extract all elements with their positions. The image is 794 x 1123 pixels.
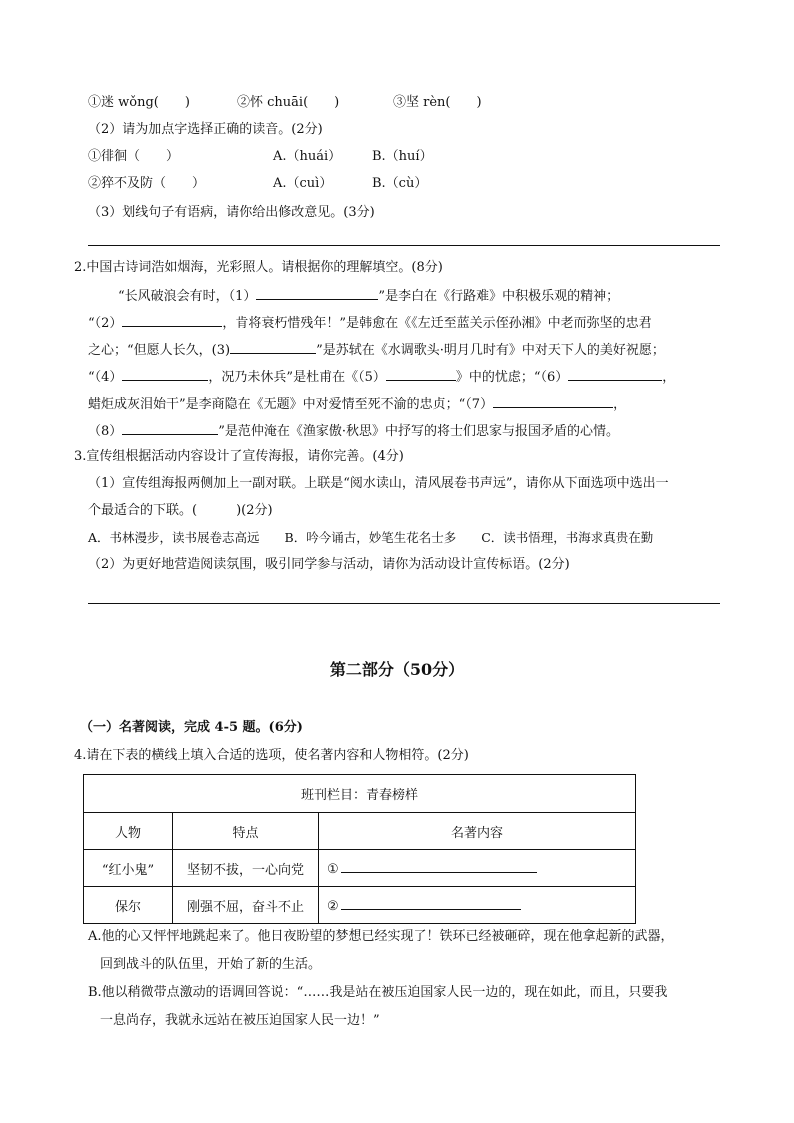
row-1-marker: ① [327,861,339,877]
q1-sub2-prompt: （2）请为加点字选择正确的读音。(2分) [88,122,323,137]
row-2-answer-line[interactable] [341,897,521,910]
table-row [84,850,636,887]
q1-sub2-opt-b-2: B.（cù） [372,176,428,191]
option-a-line1: A.他的心又怦怦地跳起来了。他日夜盼望的梦想已经实现了！铁环已经被砸碎，现在他拿起新的武器， [88,929,674,944]
q2-line-4 [88,366,675,388]
row-1-person: “红小鬼” [84,850,173,887]
pinyin-item-2: ②怀 chuāi( ) [237,95,340,110]
table-row [84,887,636,924]
blank-4[interactable] [122,366,208,381]
book-table [83,774,636,924]
q1-sub2-opt-b-1: B.（huí） [372,149,433,164]
q2-line-4-mid: ，况乃未休兵”是杜甫在《（5） [208,370,386,385]
q2-line-2-pre: “（2） [88,316,123,331]
q3-heading: 3.宣传组根据活动内容设计了宣传海报，请你完善。(4分) [74,449,404,464]
q2-line-2 [88,312,652,334]
answer-line-2[interactable] [88,603,720,604]
q1-sub2-opt-a-2: A.（cuì） [273,176,333,191]
q2-line-5-pre: 蜡炬成灰泪始干”是李商隐在《无题》中对爱情至死不渝的忠贞；“（7） [88,397,494,412]
row-2-person: 保尔 [84,887,173,924]
q1-sub3-prompt: （3）划线句子有语病，请你给出修改意见。(3分) [88,205,375,220]
q2-line-2-post: ，肯将衰朽惜残年！”是韩愈在《《左迁至蓝关示侄孙湘》中老而弥坚的忠君 [222,316,652,331]
q1-sub2-opt-a-1: A.（huái） [273,149,342,164]
q2-line-6-post: ”是范仲淹在《渔家傲·秋思》中抒写的将士们思家与报国矛盾的心情。 [218,424,620,439]
blank-2[interactable] [122,312,222,327]
option-a-line2: 回到战斗的队伍里，开始了新的生活。 [100,957,322,972]
q3-sub2: （2）为更好地营造阅读氛围，吸引同学参与活动，请你为活动设计宣传标语。(2分) [88,557,570,572]
row-1-answer-line[interactable] [341,860,537,873]
q3-sub1-line1: （1）宣传组海报两侧加上一副对联。上联是“阅水读山，清风展卷书声远”，请你从下面选项中选出一 [88,476,669,491]
row-2-trait: 刚强不屈，奋斗不止 [173,887,319,924]
blank-6[interactable] [568,366,662,381]
table-header-trait: 特点 [173,813,319,850]
q2-line-1 [118,285,619,307]
q2-line-3 [88,339,665,361]
option-b-line2: 一息尚存，我就永远站在被压迫国家人民一边！” [100,1013,380,1028]
q2-line-3-pre: 之心；“但愿人长久，(3) [88,343,231,358]
q4-heading: 4.请在下表的横线上填入合适的选项，使名著内容和人物相符。(2分) [74,748,469,763]
q3-sub1-line2: 个最适合的下联。( )(2分) [88,503,273,518]
pinyin-item-1: ①迷 wǒng( ) [88,95,190,110]
q2-line-6 [88,420,619,442]
table-header-content: 名著内容 [319,813,636,850]
part2-title: 第二部分（50分） [329,660,465,679]
q2-line-6-pre: （8） [88,424,123,439]
q2-line-3-post: ”是苏轼在《水调歌头·明月几时有》中对天下人的美好祝愿； [316,343,665,358]
q2-line-5-post: ， [613,397,627,412]
table-caption: 班刊栏目：青春榜样 [84,775,636,813]
blank-8[interactable] [122,420,218,435]
q2-line-4-post: ， [662,370,676,385]
q2-line-4-pre: “（4） [88,370,123,385]
blank-3[interactable] [230,339,316,354]
section-1-heading: （一）名著阅读，完成 4-5 题。(6分) [80,720,303,735]
row-1-content [319,850,636,887]
row-1-trait: 坚韧不拔，一心向党 [173,850,319,887]
table-header-person: 人物 [84,813,173,850]
blank-5[interactable] [386,366,456,381]
q3-options: A．书林漫步，读书展卷志高远 B．吟今诵古，妙笔生花名士多 C．读书悟理，书海求真贵在勤 [88,530,654,545]
blank-7[interactable] [493,393,613,408]
row-2-content [319,887,636,924]
q2-heading: 2.中国古诗词浩如烟海，光彩照人。请根据你的理解填空。(8分) [74,260,443,275]
q2-line-4-mid2: 》中的忧虑；“（6） [455,370,569,385]
answer-line-1[interactable] [88,245,720,246]
q2-line-1-post: ”是李白在《行路难》中积极乐观的精神； [378,289,620,304]
q1-sub2-word-2: ②猝不及防（ ） [88,176,206,191]
blank-1[interactable] [256,285,378,300]
q1-sub2-word-1: ①徘徊（ ） [88,149,180,164]
row-2-marker: ② [327,898,339,914]
q2-line-1-pre: “长风破浪会有时，（1） [118,289,257,304]
option-b-line1: B.他以稍微带点激动的语调回答说：“……我是站在被压迫国家人民一边的，现在如此，而且，只要我 [88,985,668,1000]
q2-line-5 [88,393,626,415]
pinyin-item-3: ③坚 rèn( ) [393,95,482,110]
